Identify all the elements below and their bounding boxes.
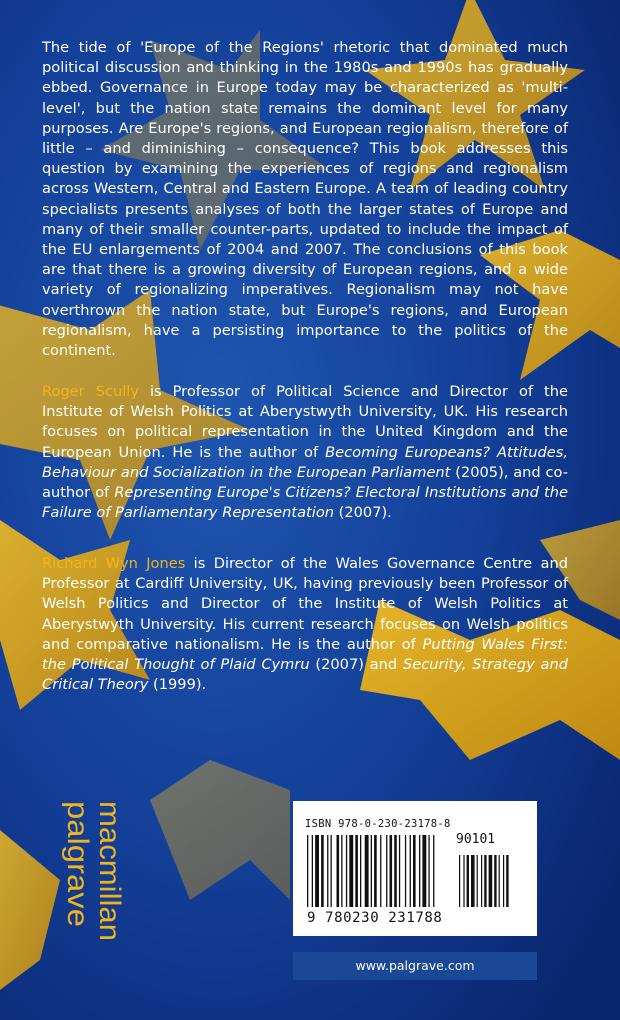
bio-text: (2007) and [309,656,403,674]
publisher-name-line1: palgrave [61,801,94,917]
author-name: Roger Scully [42,383,139,400]
isbn-label: ISBN 978-0-230-23178-8 [305,818,451,830]
book-title: Becoming Europeans? Attitudes, Behaviour and Socialization in the European Parliament [42,443,568,481]
author-bio-scully [42,382,568,523]
publisher-logo [38,795,126,945]
bio-text: is Director of the Wales Governance Centre and Professor at Cardiff University, UK, having previously been Professor of Welsh Politics and Director of the Institute of Welsh Politics at Aberystwyth University. His current research focuses on Welsh politics and comparative nationalism. He is the author of [42,555,568,653]
book-description [42,38,568,361]
book-title: Security, Strategy and Critical Theory [42,656,568,694]
barcode-digits: 9 780230 231788 [307,910,443,926]
bio-text: (1999). [148,676,207,694]
price-code: 90101 [456,832,496,847]
author-name: Richard Wyn Jones [42,555,186,572]
author-bio-jones [42,554,568,695]
website-bar [293,952,537,980]
book-title: Representing Europe's Citizens? Electoral Institutions and the Failure of Parliamentary Representation [42,484,568,522]
bio-text: (2005), and co-author of [42,463,568,502]
barcode-bars [307,835,527,907]
bio-text: (2007). [334,504,392,522]
publisher-logo-svg [38,795,126,945]
publisher-name-line2: macmillan [93,801,126,937]
barcode-panel [293,801,537,936]
book-title: Putting Wales First: the Political Thought of Plaid Cymru [42,635,568,674]
description-text: The tide of 'Europe of the Regions' rhetoric that dominated much political discussion and thinking in the 1980s and 1990s has gradually ebbed. Governance in Europe today may be characterized as 'multi-level', but the nation state remains the dominant level for many purposes. Are Europe's regions, and European regionalism, therefore of little – and diminishing – consequence? This book addresses this question by examining the experiences of regions and regionalism across Western, Central and Eastern Europe. A team of leading country specialists presents analyses of both the larger states of Europe and many of their smaller counter-parts, updated to include the impact of the EU enlargements of 2004 and 2007. The conclusions of this book are that there is a growing diversity of European regions, and a wide variety of regionalizing imperatives. Regionalism may not have overthrown the nation state, but Europe's regions, and European regionalism, have a persisting importance to the politics of the continent. [42,39,568,360]
bio-text: is Professor of Political Science and Director of the Institute of Welsh Politics at Aberystwyth University, UK. His research focuses on political representation in the United Kingdom and the European Union. He is the author of [42,383,568,461]
website-url[interactable]: www.palgrave.com [355,958,475,973]
